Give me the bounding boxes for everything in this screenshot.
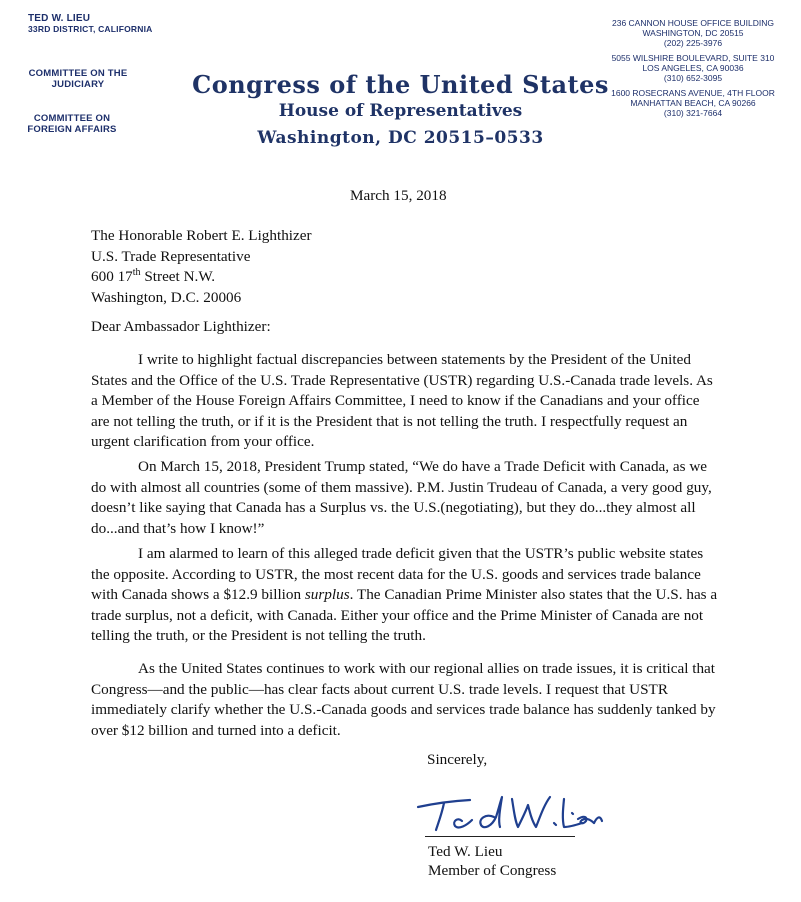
office-mb-line-1: 1600 ROSECRANS AVENUE, 4TH FLOOR <box>611 88 775 98</box>
salutation: Dear Ambassador Lighthizer: <box>91 318 271 335</box>
committee-judiciary-line-1: COMMITTEE ON THE <box>28 68 128 79</box>
paragraph-1: I write to highlight factual discrepancies between statements by the President of the United States and the Office of the U.S. Trade Representative (USTR) regarding U.S.-Canada trade levels. As a Member of the House Foreign Affairs Committee, I need to know if the Canadians and your office are not telling the truth, or if it is the President that is not telling the truth. I respectfully request an urgent clarification from your office. <box>91 351 713 450</box>
paragraph-2: On March 15, 2018, President Trump stated, “We do have a Trade Deficit with Canada, as we do with almost all countries (some of them massive). P.M. Justin Trudeau of Canada, a very good guy, doesn’t like saying that Canada has a Surplus vs. the U.S.(negotiating), but they do...they almost all do...and that’s how I know!” <box>91 458 712 537</box>
committee-foreign-affairs-line-1: COMMITTEE ON <box>33 113 111 124</box>
office-addresses <box>603 18 783 123</box>
recipient-city: Washington, D.C. 20006 <box>91 288 242 306</box>
paragraph-3 <box>91 544 719 647</box>
signature-line <box>425 836 575 837</box>
paragraph-4: As the United States continues to work with our regional allies on trade issues, it is critical that Congress—and the public—has clear facts about current U.S. trade levels. I request that USTR immediately clarify whether the U.S.-Canada goods and services trade balance has suddenly tanked by over $12 billion and turned into a deficit. <box>91 660 716 739</box>
office-dc-phone: (202) 225-3976 <box>663 38 723 48</box>
office-la-line-2: LOS ANGELES, CA 90036 <box>642 63 744 73</box>
paragraph-3-emphasis: surplus <box>304 586 350 603</box>
office-la-phone: (310) 652-3095 <box>663 73 723 83</box>
congress-title: Congress of the United States <box>192 70 609 99</box>
office-dc <box>603 18 783 48</box>
office-dc-line-2: WASHINGTON, DC 20515 <box>642 28 744 38</box>
street-rest: Street N.W. <box>140 268 216 285</box>
recipient-address <box>91 226 312 308</box>
member-name: TED W. LIEU <box>28 13 91 24</box>
recipient-title: U.S. Trade Representative <box>91 247 251 265</box>
office-la <box>603 53 783 83</box>
office-manhattan-beach <box>603 88 783 118</box>
paragraph-3-part-2: . The Canadian Prime Minister also states that the U.S. has a trade surplus, not a deficit, with Canada. Either your office and the Prime Minister of Canada are not telling the truth, or the President is not telling the truth. <box>91 586 718 644</box>
signature-scribble <box>412 787 612 837</box>
letter-date: March 15, 2018 <box>350 187 447 204</box>
street-number: 600 17 <box>91 268 133 285</box>
committee-foreign-affairs-line-2: FOREIGN AFFAIRS <box>27 124 117 135</box>
street-suffix: th <box>132 266 141 278</box>
office-dc-line-1: 236 CANNON HOUSE OFFICE BUILDING <box>611 18 774 28</box>
signer-name: Ted W. Lieu <box>428 843 503 860</box>
closing: Sincerely, <box>427 751 488 768</box>
house-subtitle: House of Representatives <box>278 101 523 121</box>
recipient-name: The Honorable Robert E. Lighthizer <box>91 227 312 244</box>
paragraph-3-part-1: I am alarmed to learn of this alleged trade deficit given that the USTR’s public website states the opposite. According to USTR, the most recent data for the U.S. goods and services trade balance with Canada shows a $12.9 billion <box>91 545 704 603</box>
signer-title: Member of Congress <box>428 862 557 879</box>
office-mb-phone: (310) 321-7664 <box>663 108 723 118</box>
office-la-line-1: 5055 WILSHIRE BOULEVARD, SUITE 310 <box>611 53 775 63</box>
washington-address: Washington, DC 20515–0533 <box>257 128 544 148</box>
member-district: 33RD DISTRICT, CALIFORNIA <box>28 24 153 34</box>
recipient-street <box>91 267 312 288</box>
committee-judiciary-line-2: JUDICIARY <box>51 79 105 90</box>
member-block <box>28 13 152 35</box>
office-mb-line-2: MANHATTAN BEACH, CA 90266 <box>630 98 756 108</box>
